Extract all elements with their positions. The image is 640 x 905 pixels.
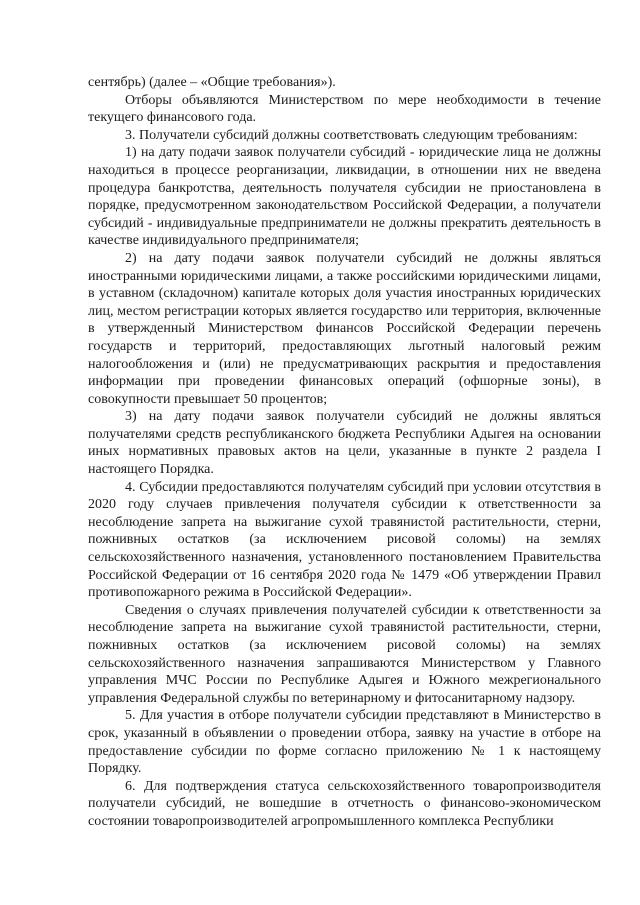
paragraph: 2) на дату подачи заявок получатели субсидий не должны являться иностранными юридическими лицами, а также российскими юридическими лицами, в уставном (складочном) капитале которых доля участия иностранных юридических лиц, местом регистрации которых является государство или территория, включенные в утвержденный Министерством финансов Российской Федерации перечень государств и территорий, предоставляющих льготный налоговый режим налогообложения и (или) не предусматривающих раскрытия и предоставления информации при проведении финансовых операций (офшорные зоны), в совокупности превышает 50 процентов; xyxy=(88,250,601,407)
paragraph: Сведения о случаях привлечения получателей субсидии к ответственности за несоблюдение запрета на выжигание сухой травянистой растительности, стерни, пожнивных остатков (за исключением рисовой соломы) на землях сельскохозяйственного назначения запрашиваются Министерством у Главного управления МЧС России по Республике Адыгея и Южного межрегионального управления Федеральной службы по ветеринарному и фитосанитарному надзору. xyxy=(88,602,601,706)
paragraph: Отборы объявляются Министерством по мере необходимости в течение текущего финансового года. xyxy=(88,92,601,126)
paragraph: 4. Субсидии предоставляются получателям субсидий при условии отсутствия в 2020 году случаев привлечения получателя субсидии к ответственности за несоблюдение запрета на выжигание сухой травянистой растительности, стерни, пожнивных остатков (за исключением рисовой соломы) на землях сельскохозяйственного назначения, установленного постановлением Правительства Российской Федерации от 16 сентября 2020 года № 1479 «Об утверждении Правил противопожарного режима в Российской Федерации». xyxy=(88,479,601,601)
paragraph: 5. Для участия в отборе получатели субсидии представляют в Министерство в срок, указанный в объявлении о проведении отбора, заявку на участие в отборе на предоставление субсидии по форме согласно приложению № 1 к настоящему Порядку. xyxy=(88,708,601,777)
paragraph: 6. Для подтверждения статуса сельскохозяйственного товаропроизводителя получатели субсидий, не вошедшие в отчетность о финансово-экономическом состоянии товаропроизводителей агропромышленного комплекса Республики xyxy=(88,778,601,829)
document-body xyxy=(88,74,601,831)
paragraph: 3. Получатели субсидий должны соответствовать следующим требованиям: xyxy=(125,127,578,143)
paragraph: 1) на дату подачи заявок получатели субсидий - юридические лица не должны находиться в процессе реорганизации, ликвидации, в отношении них не введена процедура банкротства, деятельность получателя субсидии не приостановлена в порядке, предусмотренном законодательством Российской Федерации, а получатели субсидий - индивидуальные предприниматели не должны прекратить деятельность в качестве индивидуального предпринимателя; xyxy=(88,145,601,249)
paragraph: сентябрь) (далее – «Общие требования»). xyxy=(88,75,336,90)
paragraph: 3) на дату подачи заявок получатели субсидий не должны являться получателями средств республиканского бюджета Республики Адыгея на основании иных нормативных правовых актов на цели, указанные в пункте 2 раздела I настоящего Порядка. xyxy=(88,409,601,478)
